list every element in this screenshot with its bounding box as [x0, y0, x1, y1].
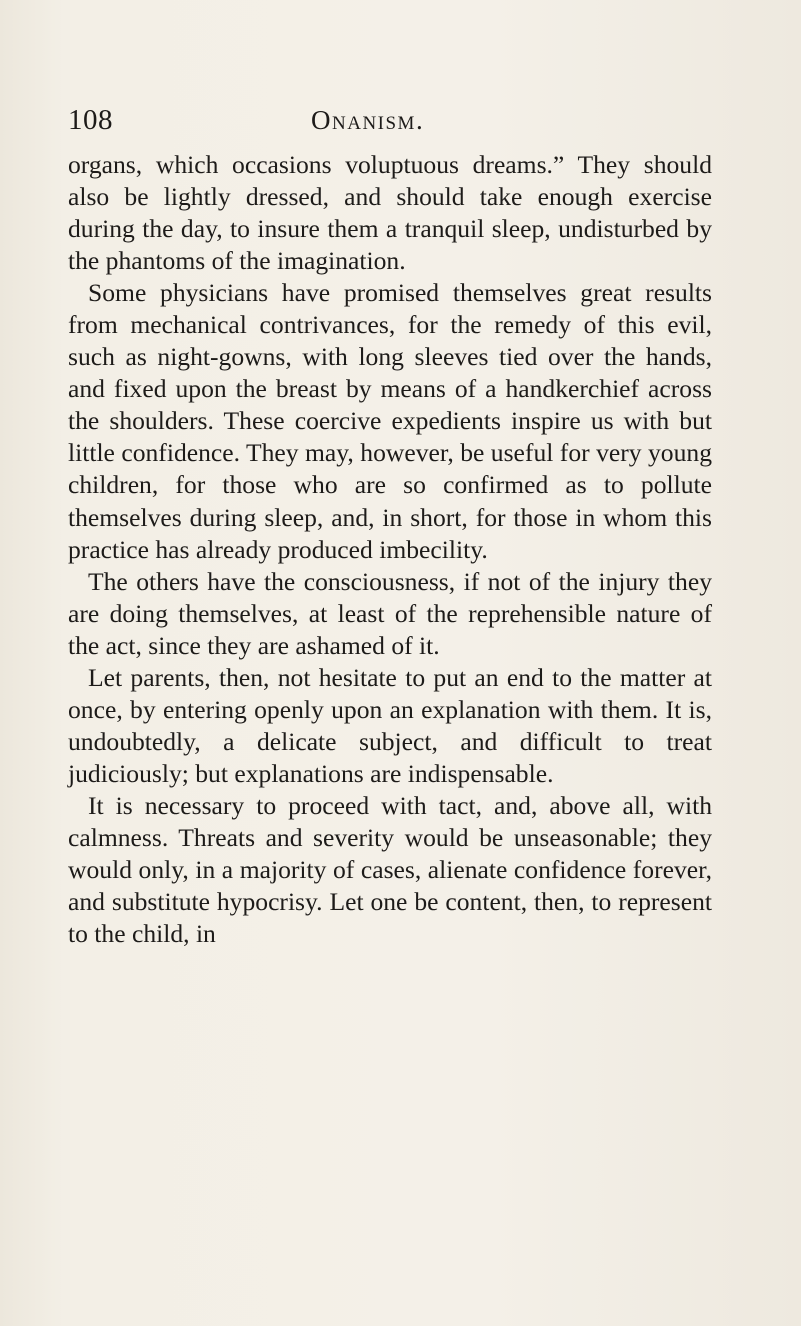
- paragraph-parents-explanation: Let parents, then, not hesitate to put an end to the matter at once, by entering openly upon an explanation with them. It is, undoubtedly, a delicate subject, and difficult to treat judiciously; but explanations are indispensable.: [68, 662, 712, 788]
- running-title: Onanism.: [311, 105, 425, 135]
- page-header: [68, 100, 708, 140]
- page-number: 108: [68, 104, 113, 136]
- body-text: [68, 149, 712, 950]
- paragraph-tact-calmness: It is necessary to proceed with tact, and, above all, with calmness. Threats and severity would be unseasonable; they would only, in a majority of cases, alienate confidence forever, and substitute hypocrisy. Let one be content, then, to represent to the child, in: [68, 790, 712, 949]
- paragraph-continued: organs, which occasions voluptuous dreams.” They should also be lightly dressed, and should take enough exercise during the day, to insure them a tranquil sleep, undisturbed by the phantoms of the imagination.: [68, 150, 712, 276]
- paragraph-consciousness: The others have the consciousness, if not of the injury they are doing themselves, at least of the reprehensible nature of the act, since they are ashamed of it.: [68, 566, 712, 660]
- paragraph-mechanical-contrivances: Some physicians have promised themselves great results from mechanical contrivances, for the remedy of this evil, such as night-gowns, with long sleeves tied over the hands, and fixed upon the breast by means of a handkerchief across the shoulders. These coercive expedients inspire us with but little confidence. They may, however, be useful for very young children, for those who are so confirmed as to pollute themselves during sleep, and, in short, for those in whom this practice has already produced imbecility.: [68, 278, 712, 564]
